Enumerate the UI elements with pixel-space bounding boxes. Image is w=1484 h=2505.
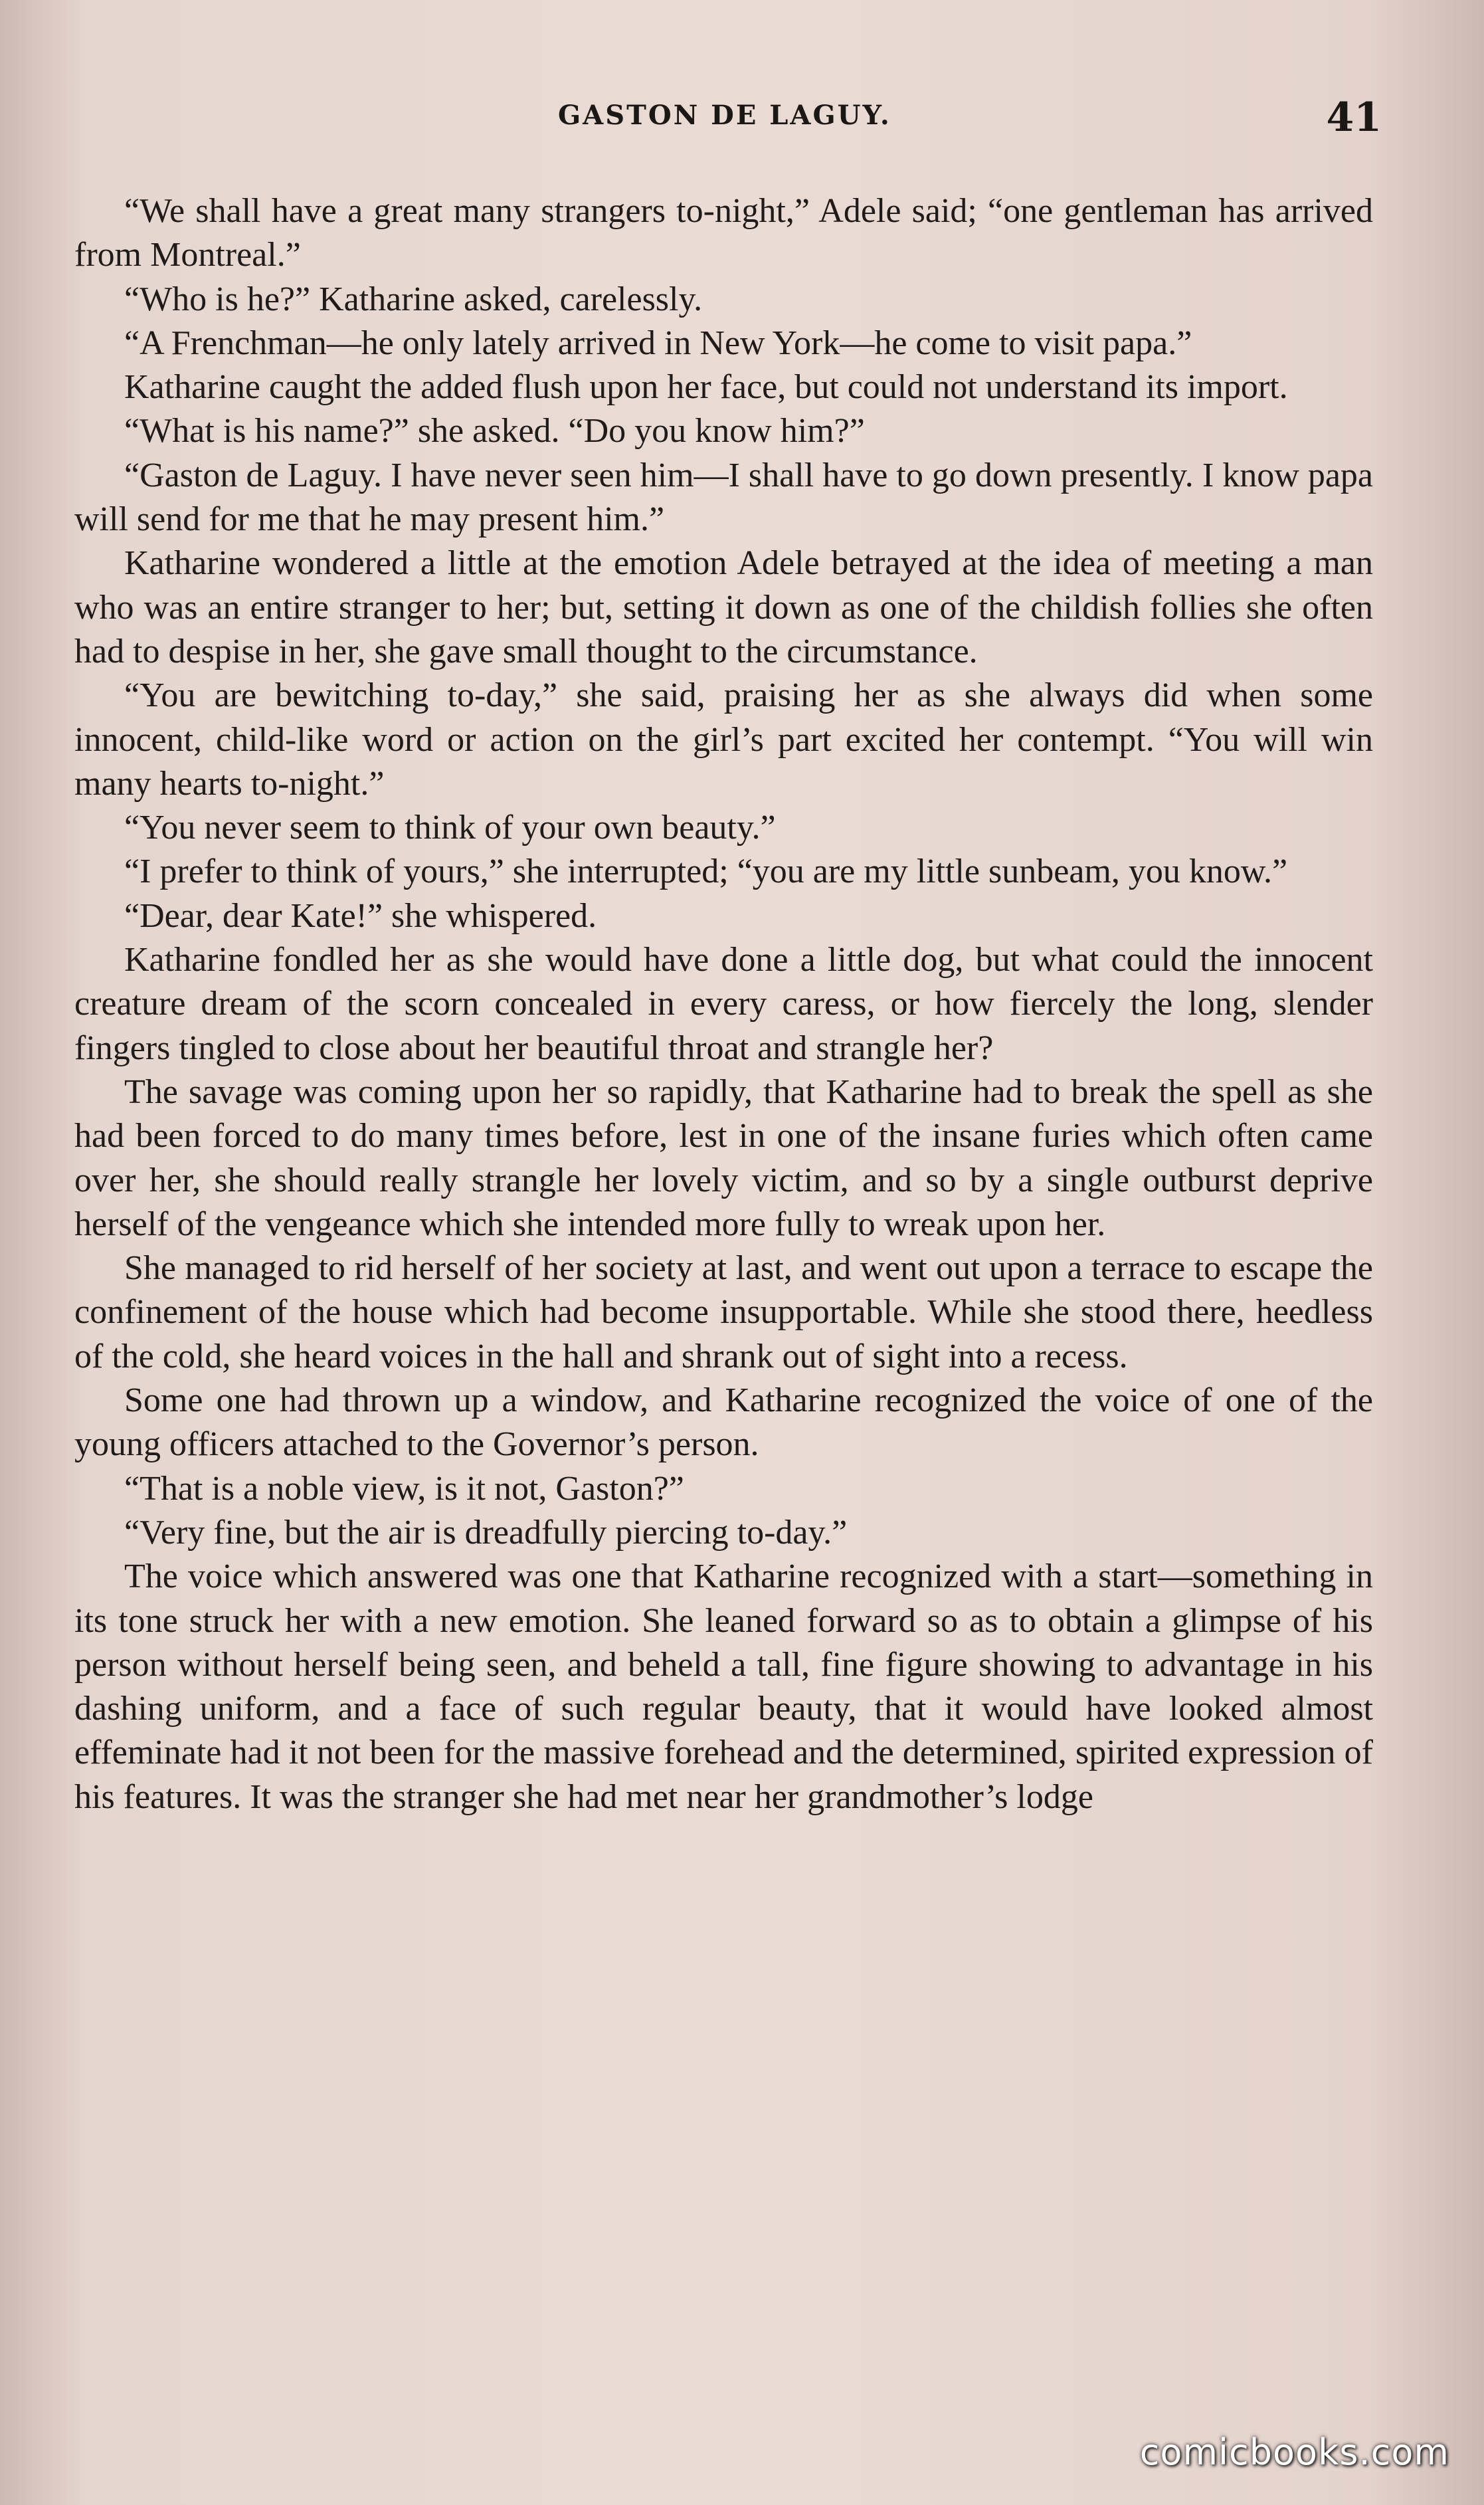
- paragraph: “A Frenchman—he only lately arrived in New York—he come to visit papa.”: [124, 324, 1192, 362]
- paragraph: The voice which answered was one that Katharine recognized with a start—something in its tone struck her with a new emotion. She leaned forward so as to obtain a glimpse of his person without herself being seen, and beheld a tall, fine figure showing to advantage in his dashing uniform, and a face of such regular beauty, that it would have looked almost effeminate had it not been for the massive forehead and the determined, spirited expression of his features. It was the stranger she had met near her grandmother’s lodge: [74, 1557, 1373, 1816]
- paragraph: “You never seem to think of your own beauty.”: [124, 809, 776, 847]
- paragraph: “Dear, dear Kate!” she whispered.: [124, 896, 597, 935]
- paragraph: Some one had thrown up a window, and Katharine recognized the voice of one of the young officers attached to the Governor’s person.: [74, 1381, 1373, 1464]
- paragraph: “I prefer to think of yours,” she interrupted; “you are my little sunbeam, you know.”: [124, 852, 1288, 891]
- paragraph: “You are bewitching to-day,” she said, praising her as she always did when some innocent, child-like word or action on the girl’s part excited her contempt. “You will win many hearts to-night.”: [74, 676, 1373, 803]
- paragraph: “That is a noble view, is it not, Gaston?”: [124, 1469, 684, 1508]
- paragraph: The savage was coming upon her so rapidly, that Katharine had to break the spell as she had been forced to do many times before, lest in one of the insane furies which often came over her, she should really strangle her lovely victim, and so by a single outburst deprive herself of the vengeance which she intended more fully to wreak upon her.: [74, 1072, 1373, 1243]
- paragraph: Katharine wondered a little at the emotion Adele betrayed at the idea of meeting a man who was an entire stranger to her; but, setting it down as one of the childish follies she often had to despise in her, she gave small thought to the circumstance.: [74, 544, 1373, 670]
- page-number: 41: [1326, 94, 1382, 141]
- paragraph: “Who is he?” Katharine asked, carelessly.: [124, 280, 703, 318]
- watermark: comicbooks.com: [1139, 2431, 1449, 2473]
- paragraph: “We shall have a great many strangers to-night,” Adele said; “one gentleman has arrived from Montreal.”: [74, 192, 1373, 274]
- paragraph: “Gaston de Laguy. I have never seen him—I shall have to go down presently. I know papa will send for me that he may present him.”: [74, 456, 1373, 539]
- paragraph: Katharine caught the added flush upon her face, but could not understand its import.: [124, 368, 1288, 407]
- paragraph: She managed to rid herself of her society at last, and went out upon a terrace to escape the confinement of the house which had become insupportable. While she stood there, heedless of the cold, she heard voices in the hall and shrank out of sight into a recess.: [74, 1249, 1373, 1375]
- paragraph: Katharine fondled her as she would have done a little dog, but what could the innocent creature dream of the scorn concealed in every caress, or how fiercely the long, slender fingers tingled to close about her beautiful throat and strangle her?: [74, 941, 1373, 1067]
- body-text: [74, 189, 1373, 1819]
- paragraph: “What is his name?” she asked. “Do you know him?”: [124, 412, 865, 451]
- page-header: [73, 94, 1382, 146]
- running-head: GASTON DE LAGUY.: [558, 100, 891, 131]
- paragraph: “Very fine, but the air is dreadfully piercing to-day.”: [124, 1513, 848, 1552]
